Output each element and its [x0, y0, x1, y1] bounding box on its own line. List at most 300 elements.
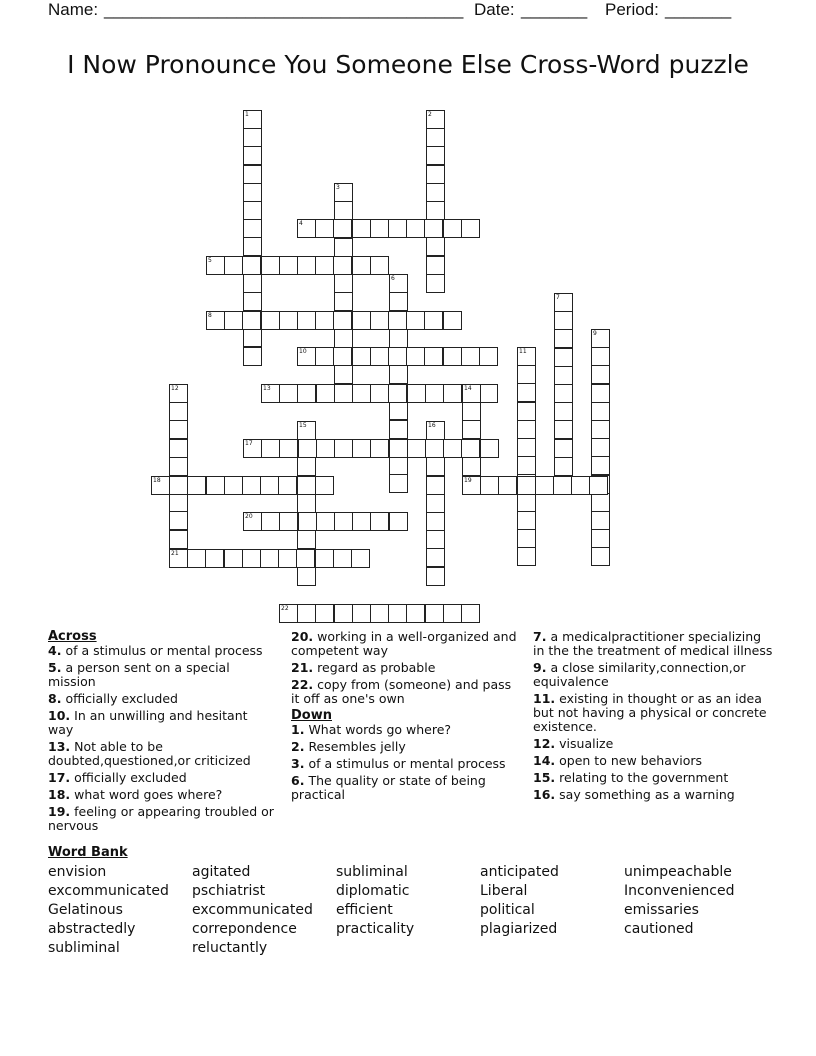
grid-cell[interactable] [480, 439, 499, 458]
grid-cell[interactable] [316, 439, 335, 458]
grid-cell[interactable] [352, 311, 371, 330]
grid-cell[interactable] [169, 530, 188, 549]
grid-cell[interactable] [517, 511, 536, 530]
grid-cell[interactable] [461, 347, 480, 366]
grid-cell[interactable] [297, 476, 316, 495]
grid-cell[interactable] [370, 256, 389, 275]
grid-cell[interactable] [517, 402, 536, 421]
grid-cell[interactable] [334, 512, 353, 531]
grid-cell[interactable] [426, 530, 445, 549]
grid-cell[interactable] [298, 439, 317, 458]
across-heading: Across [48, 629, 97, 644]
grid-cell[interactable] [298, 512, 317, 531]
grid-cell[interactable] [388, 311, 407, 330]
clue-number: 4 [299, 220, 303, 227]
grid-cell[interactable] [316, 512, 335, 531]
grid-cell[interactable] [498, 476, 517, 495]
grid-cell[interactable] [426, 146, 445, 165]
grid-cell[interactable] [370, 219, 389, 238]
clue-number-label: 18. [48, 787, 71, 802]
grid-cell[interactable] [554, 311, 573, 330]
grid-cell[interactable] [426, 110, 445, 129]
grid-cell[interactable] [242, 256, 261, 275]
clue-item [533, 692, 773, 734]
grid-cell[interactable] [462, 457, 481, 476]
grid-cell[interactable] [554, 384, 573, 403]
grid-cell[interactable] [554, 293, 573, 312]
grid-cell[interactable] [334, 292, 353, 311]
word-bank-item: plagiarized [480, 921, 558, 937]
grid-cell[interactable] [426, 457, 445, 476]
word-bank-item: envision [48, 864, 107, 880]
grid-cell[interactable] [517, 438, 536, 457]
grid-cell[interactable] [169, 549, 188, 568]
grid-cell[interactable] [243, 183, 262, 202]
grid-cell[interactable] [554, 329, 573, 348]
date-label: Date: [474, 0, 515, 19]
grid-cell[interactable] [443, 384, 462, 403]
clue-item [48, 788, 276, 802]
down-heading: Down [291, 708, 332, 723]
grid-cell[interactable] [260, 476, 279, 495]
grid-cell[interactable] [591, 438, 610, 457]
grid-cell[interactable] [169, 457, 188, 476]
word-bank-item: subliminal [48, 940, 120, 956]
grid-cell[interactable] [517, 456, 536, 475]
grid-cell[interactable] [426, 567, 445, 586]
clue-number: 1 [245, 111, 249, 118]
grid-cell[interactable] [151, 476, 170, 495]
grid-cell[interactable] [389, 439, 408, 458]
grid-cell[interactable] [279, 384, 298, 403]
grid-cell[interactable] [517, 493, 536, 512]
word-bank-item: diplomatic [336, 883, 410, 899]
grid-cell[interactable] [461, 439, 480, 458]
grid-cell[interactable] [388, 347, 407, 366]
grid-cell[interactable] [591, 365, 610, 384]
grid-cell[interactable] [206, 476, 225, 495]
grid-cell[interactable] [389, 274, 408, 293]
grid-cell[interactable] [297, 311, 316, 330]
clue-number-label: 22. [291, 677, 314, 692]
clue-item [291, 678, 519, 706]
grid-cell[interactable] [571, 476, 590, 495]
grid-cell[interactable] [169, 384, 188, 403]
clue-item [291, 661, 519, 675]
grid-cell[interactable] [426, 274, 445, 293]
grid-cell[interactable] [242, 476, 261, 495]
clue-text: officially excluded [65, 691, 178, 706]
grid-cell[interactable] [206, 256, 225, 275]
grid-cell[interactable] [334, 439, 353, 458]
clue-number: 12 [171, 385, 179, 392]
clue-text: feeling or appearing troubled or nervous [48, 804, 274, 833]
across-list-continued [291, 630, 519, 706]
grid-cell[interactable] [388, 384, 407, 403]
grid-cell[interactable] [370, 604, 389, 623]
grid-cell[interactable] [334, 604, 353, 623]
grid-cell[interactable] [334, 274, 353, 293]
grid-cell[interactable] [261, 311, 280, 330]
clue-item [48, 661, 276, 689]
grid-cell[interactable] [535, 476, 554, 495]
grid-cell[interactable] [426, 237, 445, 256]
grid-cell[interactable] [389, 329, 408, 348]
grid-cell[interactable] [370, 384, 389, 403]
grid-cell[interactable] [315, 549, 334, 568]
clue-number: 19 [464, 477, 472, 484]
grid-cell[interactable] [554, 420, 573, 439]
clue-number-label: 14. [533, 753, 556, 768]
clue-number: 17 [245, 440, 253, 447]
grid-cell[interactable] [297, 421, 316, 440]
grid-cell[interactable] [297, 494, 316, 513]
grid-cell[interactable] [388, 604, 407, 623]
clue-item [533, 737, 773, 751]
grid-cell[interactable] [425, 439, 444, 458]
grid-cell[interactable] [351, 549, 370, 568]
grid-cell[interactable] [278, 476, 297, 495]
clue-item [533, 661, 773, 689]
grid-cell[interactable] [315, 311, 334, 330]
grid-cell[interactable] [554, 439, 573, 458]
grid-cell[interactable] [297, 219, 316, 238]
clue-number-label: 9. [533, 660, 547, 675]
grid-cell[interactable] [243, 165, 262, 184]
grid-cell[interactable] [407, 384, 426, 403]
grid-cell[interactable] [333, 311, 352, 330]
grid-cell[interactable] [370, 439, 389, 458]
grid-cell[interactable] [462, 476, 481, 495]
grid-cell[interactable] [279, 311, 298, 330]
grid-cell[interactable] [591, 529, 610, 548]
clue-number-label: 11. [533, 691, 556, 706]
grid-cell[interactable] [554, 366, 573, 385]
name-label: Name: [48, 0, 99, 19]
clue-number: 8 [208, 312, 212, 319]
grid-cell[interactable] [243, 219, 262, 238]
clue-number-label: 10. [48, 708, 71, 723]
grid-cell[interactable] [261, 256, 280, 275]
grid-cell[interactable] [352, 219, 371, 238]
grid-cell[interactable] [443, 219, 462, 238]
grid-cell[interactable] [279, 256, 298, 275]
grid-cell[interactable] [591, 402, 610, 421]
clue-text: working in a well-organized and competent way [291, 629, 517, 658]
grid-cell[interactable] [406, 604, 425, 623]
grid-cell[interactable] [426, 512, 445, 531]
grid-cell[interactable] [352, 384, 371, 403]
grid-cell[interactable] [554, 457, 573, 476]
grid-cell[interactable] [426, 548, 445, 567]
clue-number: 20 [245, 513, 253, 520]
clues-column-2 [291, 630, 519, 805]
clue-text: officially excluded [74, 770, 187, 785]
clue-text: a person sent on a special mission [48, 660, 230, 689]
clue-number: 5 [208, 257, 212, 264]
grid-cell[interactable] [461, 604, 480, 623]
grid-cell[interactable] [243, 347, 262, 366]
period-field[interactable]: _______ [665, 0, 732, 19]
grid-cell[interactable] [334, 384, 353, 403]
word-bank-item: Gelatinous [48, 902, 123, 918]
grid-cell[interactable] [333, 219, 352, 238]
clue-number: 13 [263, 385, 271, 392]
grid-cell[interactable] [479, 384, 498, 403]
grid-cell[interactable] [315, 347, 334, 366]
grid-cell[interactable] [334, 329, 353, 348]
grid-cell[interactable] [243, 146, 262, 165]
clue-text: copy from (someone) and pass it off as one's own [291, 677, 512, 706]
grid-cell[interactable] [169, 402, 188, 421]
grid-cell[interactable] [591, 329, 610, 348]
grid-cell[interactable] [443, 347, 462, 366]
grid-cell[interactable] [243, 292, 262, 311]
grid-cell[interactable] [554, 402, 573, 421]
grid-cell[interactable] [517, 476, 536, 495]
grid-cell[interactable] [406, 311, 425, 330]
grid-cell[interactable] [243, 328, 262, 347]
grid-cell[interactable] [517, 347, 536, 366]
grid-cell[interactable] [426, 256, 445, 275]
down-list [291, 723, 519, 802]
grid-cell[interactable] [388, 219, 407, 238]
clue-text: a medicalpractitioner specializing in the the treatment of medical illness [533, 629, 773, 658]
clue-text: open to new behaviors [559, 753, 703, 768]
grid-cell[interactable] [462, 402, 481, 421]
grid-cell[interactable] [406, 347, 425, 366]
word-bank-item: Liberal [480, 883, 528, 899]
grid-cell[interactable] [589, 476, 608, 495]
grid-cell[interactable] [461, 219, 480, 238]
grid-cell[interactable] [591, 511, 610, 530]
clue-text: of a stimulus or mental process [65, 643, 263, 658]
clue-number-label: 3. [291, 756, 305, 771]
word-bank-item: correpondence [192, 921, 297, 937]
grid-cell[interactable] [389, 456, 408, 475]
word-bank-item: agitated [192, 864, 251, 880]
clue-number: 3 [336, 184, 340, 191]
word-bank-item: political [480, 902, 535, 918]
clue-item [48, 740, 276, 768]
grid-cell[interactable] [389, 474, 408, 493]
clue-number: 6 [391, 275, 395, 282]
grid-cell[interactable] [389, 401, 408, 420]
grid-cell[interactable] [407, 439, 426, 458]
grid-cell[interactable] [425, 604, 444, 623]
grid-cell[interactable] [224, 256, 243, 275]
grid-cell[interactable] [554, 348, 573, 367]
grid-cell[interactable] [316, 384, 335, 403]
grid-cell[interactable] [370, 311, 389, 330]
grid-cell[interactable] [260, 549, 279, 568]
grid-cell[interactable] [370, 512, 389, 531]
grid-cell[interactable] [242, 549, 261, 568]
clue-item [48, 805, 276, 833]
grid-cell[interactable] [297, 384, 316, 403]
grid-cell[interactable] [443, 439, 462, 458]
clue-text: In an unwilling and hesitant way [48, 708, 248, 737]
grid-cell[interactable] [591, 384, 610, 403]
grid-cell[interactable] [279, 439, 298, 458]
date-field[interactable]: _______ [521, 0, 588, 19]
clue-text: regard as probable [317, 660, 436, 675]
grid-cell[interactable] [243, 110, 262, 129]
grid-cell[interactable] [352, 439, 371, 458]
grid-cell[interactable] [315, 604, 334, 623]
grid-cell[interactable] [315, 256, 334, 275]
clue-text: visualize [559, 736, 614, 751]
grid-cell[interactable] [591, 347, 610, 366]
grid-cell[interactable] [389, 292, 408, 311]
grid-cell[interactable] [297, 457, 316, 476]
grid-cell[interactable] [242, 311, 261, 330]
grid-cell[interactable] [333, 347, 352, 366]
grid-cell[interactable] [187, 476, 206, 495]
clue-text: Not able to be doubted,questioned,or criticized [48, 739, 251, 768]
grid-cell[interactable] [352, 256, 371, 275]
grid-cell[interactable] [462, 420, 481, 439]
clue-number: 11 [519, 348, 527, 355]
grid-cell[interactable] [205, 549, 224, 568]
grid-cell[interactable] [187, 549, 206, 568]
grid-cell[interactable] [424, 219, 443, 238]
clue-number: 21 [171, 550, 179, 557]
grid-cell[interactable] [243, 512, 262, 531]
grid-cell[interactable] [297, 530, 316, 549]
grid-cell[interactable] [352, 512, 371, 531]
grid-cell[interactable] [297, 256, 316, 275]
grid-cell[interactable] [426, 165, 445, 184]
grid-cell[interactable] [243, 237, 262, 256]
word-bank-item: anticipated [480, 864, 559, 880]
grid-cell[interactable] [517, 365, 536, 384]
grid-cell[interactable] [591, 420, 610, 439]
word-bank-item: unimpeachable [624, 864, 732, 880]
grid-cell[interactable] [424, 311, 443, 330]
grid-cell[interactable] [462, 384, 481, 403]
grid-cell[interactable] [169, 420, 188, 439]
grid-cell[interactable] [224, 311, 243, 330]
grid-cell[interactable] [169, 476, 188, 495]
grid-cell[interactable] [553, 476, 572, 495]
grid-cell[interactable] [297, 567, 316, 586]
grid-cell[interactable] [370, 347, 389, 366]
grid-cell[interactable] [443, 604, 462, 623]
clue-number: 22 [281, 605, 289, 612]
clue-number-label: 16. [533, 787, 556, 802]
grid-cell[interactable] [315, 219, 334, 238]
grid-cell[interactable] [297, 347, 316, 366]
grid-cell[interactable] [425, 384, 444, 403]
clue-text: a close similarity,connection,or equivalence [533, 660, 746, 689]
grid-cell[interactable] [296, 549, 315, 568]
clue-item [291, 630, 519, 658]
grid-cell[interactable] [480, 476, 499, 495]
clue-item [533, 771, 773, 785]
clue-item [291, 740, 519, 754]
name-field[interactable]: ______________________________________ [104, 0, 464, 19]
grid-cell[interactable] [426, 421, 445, 440]
grid-cell[interactable] [315, 476, 334, 495]
grid-cell[interactable] [334, 238, 353, 257]
grid-cell[interactable] [279, 512, 298, 531]
grid-cell[interactable] [426, 201, 445, 220]
grid-cell[interactable] [517, 420, 536, 439]
clue-number-label: 1. [291, 722, 305, 737]
word-bank-item: subliminal [336, 864, 408, 880]
clue-number: 7 [556, 294, 560, 301]
grid-cell[interactable] [389, 420, 408, 439]
clue-item [533, 754, 773, 768]
grid-cell[interactable] [443, 311, 462, 330]
clue-number: 10 [299, 348, 307, 355]
grid-cell[interactable] [424, 347, 443, 366]
clue-item [291, 723, 519, 737]
grid-cell[interactable] [169, 511, 188, 530]
clue-text: What words go where? [308, 722, 452, 737]
grid-cell[interactable] [243, 274, 262, 293]
grid-cell[interactable] [334, 201, 353, 220]
grid-cell[interactable] [224, 476, 243, 495]
grid-cell[interactable] [334, 365, 353, 384]
grid-cell[interactable] [333, 549, 352, 568]
grid-cell[interactable] [224, 549, 243, 568]
page-title: I Now Pronounce You Someone Else Cross-Word puzzle [67, 50, 749, 79]
grid-cell[interactable] [352, 347, 371, 366]
clue-number-label: 4. [48, 643, 62, 658]
grid-cell[interactable] [352, 604, 371, 623]
grid-cell[interactable] [591, 456, 610, 475]
clue-text: The quality or state of being practical [291, 773, 486, 802]
grid-cell[interactable] [261, 512, 280, 531]
grid-cell[interactable] [169, 493, 188, 512]
grid-cell[interactable] [261, 439, 280, 458]
grid-cell[interactable] [333, 256, 352, 275]
grid-cell[interactable] [406, 219, 425, 238]
grid-cell[interactable] [591, 547, 610, 566]
grid-cell[interactable] [517, 529, 536, 548]
grid-cell[interactable] [479, 347, 498, 366]
grid-cell[interactable] [426, 476, 445, 495]
grid-cell[interactable] [279, 604, 298, 623]
clue-number-label: 2. [291, 739, 305, 754]
grid-cell[interactable] [426, 128, 445, 147]
word-bank-item: excommunicated [192, 902, 313, 918]
grid-cell[interactable] [297, 604, 316, 623]
grid-cell[interactable] [517, 383, 536, 402]
word-bank-item: pschiatrist [192, 883, 266, 899]
grid-cell[interactable] [243, 439, 262, 458]
grid-cell[interactable] [243, 128, 262, 147]
grid-cell[interactable] [591, 493, 610, 512]
word-bank-item: abstractedly [48, 921, 136, 937]
grid-cell[interactable] [169, 439, 188, 458]
grid-cell[interactable] [278, 549, 297, 568]
grid-cell[interactable] [389, 365, 408, 384]
down-list-continued [533, 630, 773, 802]
grid-cell[interactable] [426, 494, 445, 513]
grid-cell[interactable] [206, 311, 225, 330]
grid-cell[interactable] [389, 512, 408, 531]
grid-cell[interactable] [243, 201, 262, 220]
grid-cell[interactable] [517, 547, 536, 566]
clue-number-label: 19. [48, 804, 71, 819]
grid-cell[interactable] [334, 183, 353, 202]
clues-column-3 [533, 630, 773, 805]
grid-cell[interactable] [261, 384, 280, 403]
grid-cell[interactable] [426, 183, 445, 202]
